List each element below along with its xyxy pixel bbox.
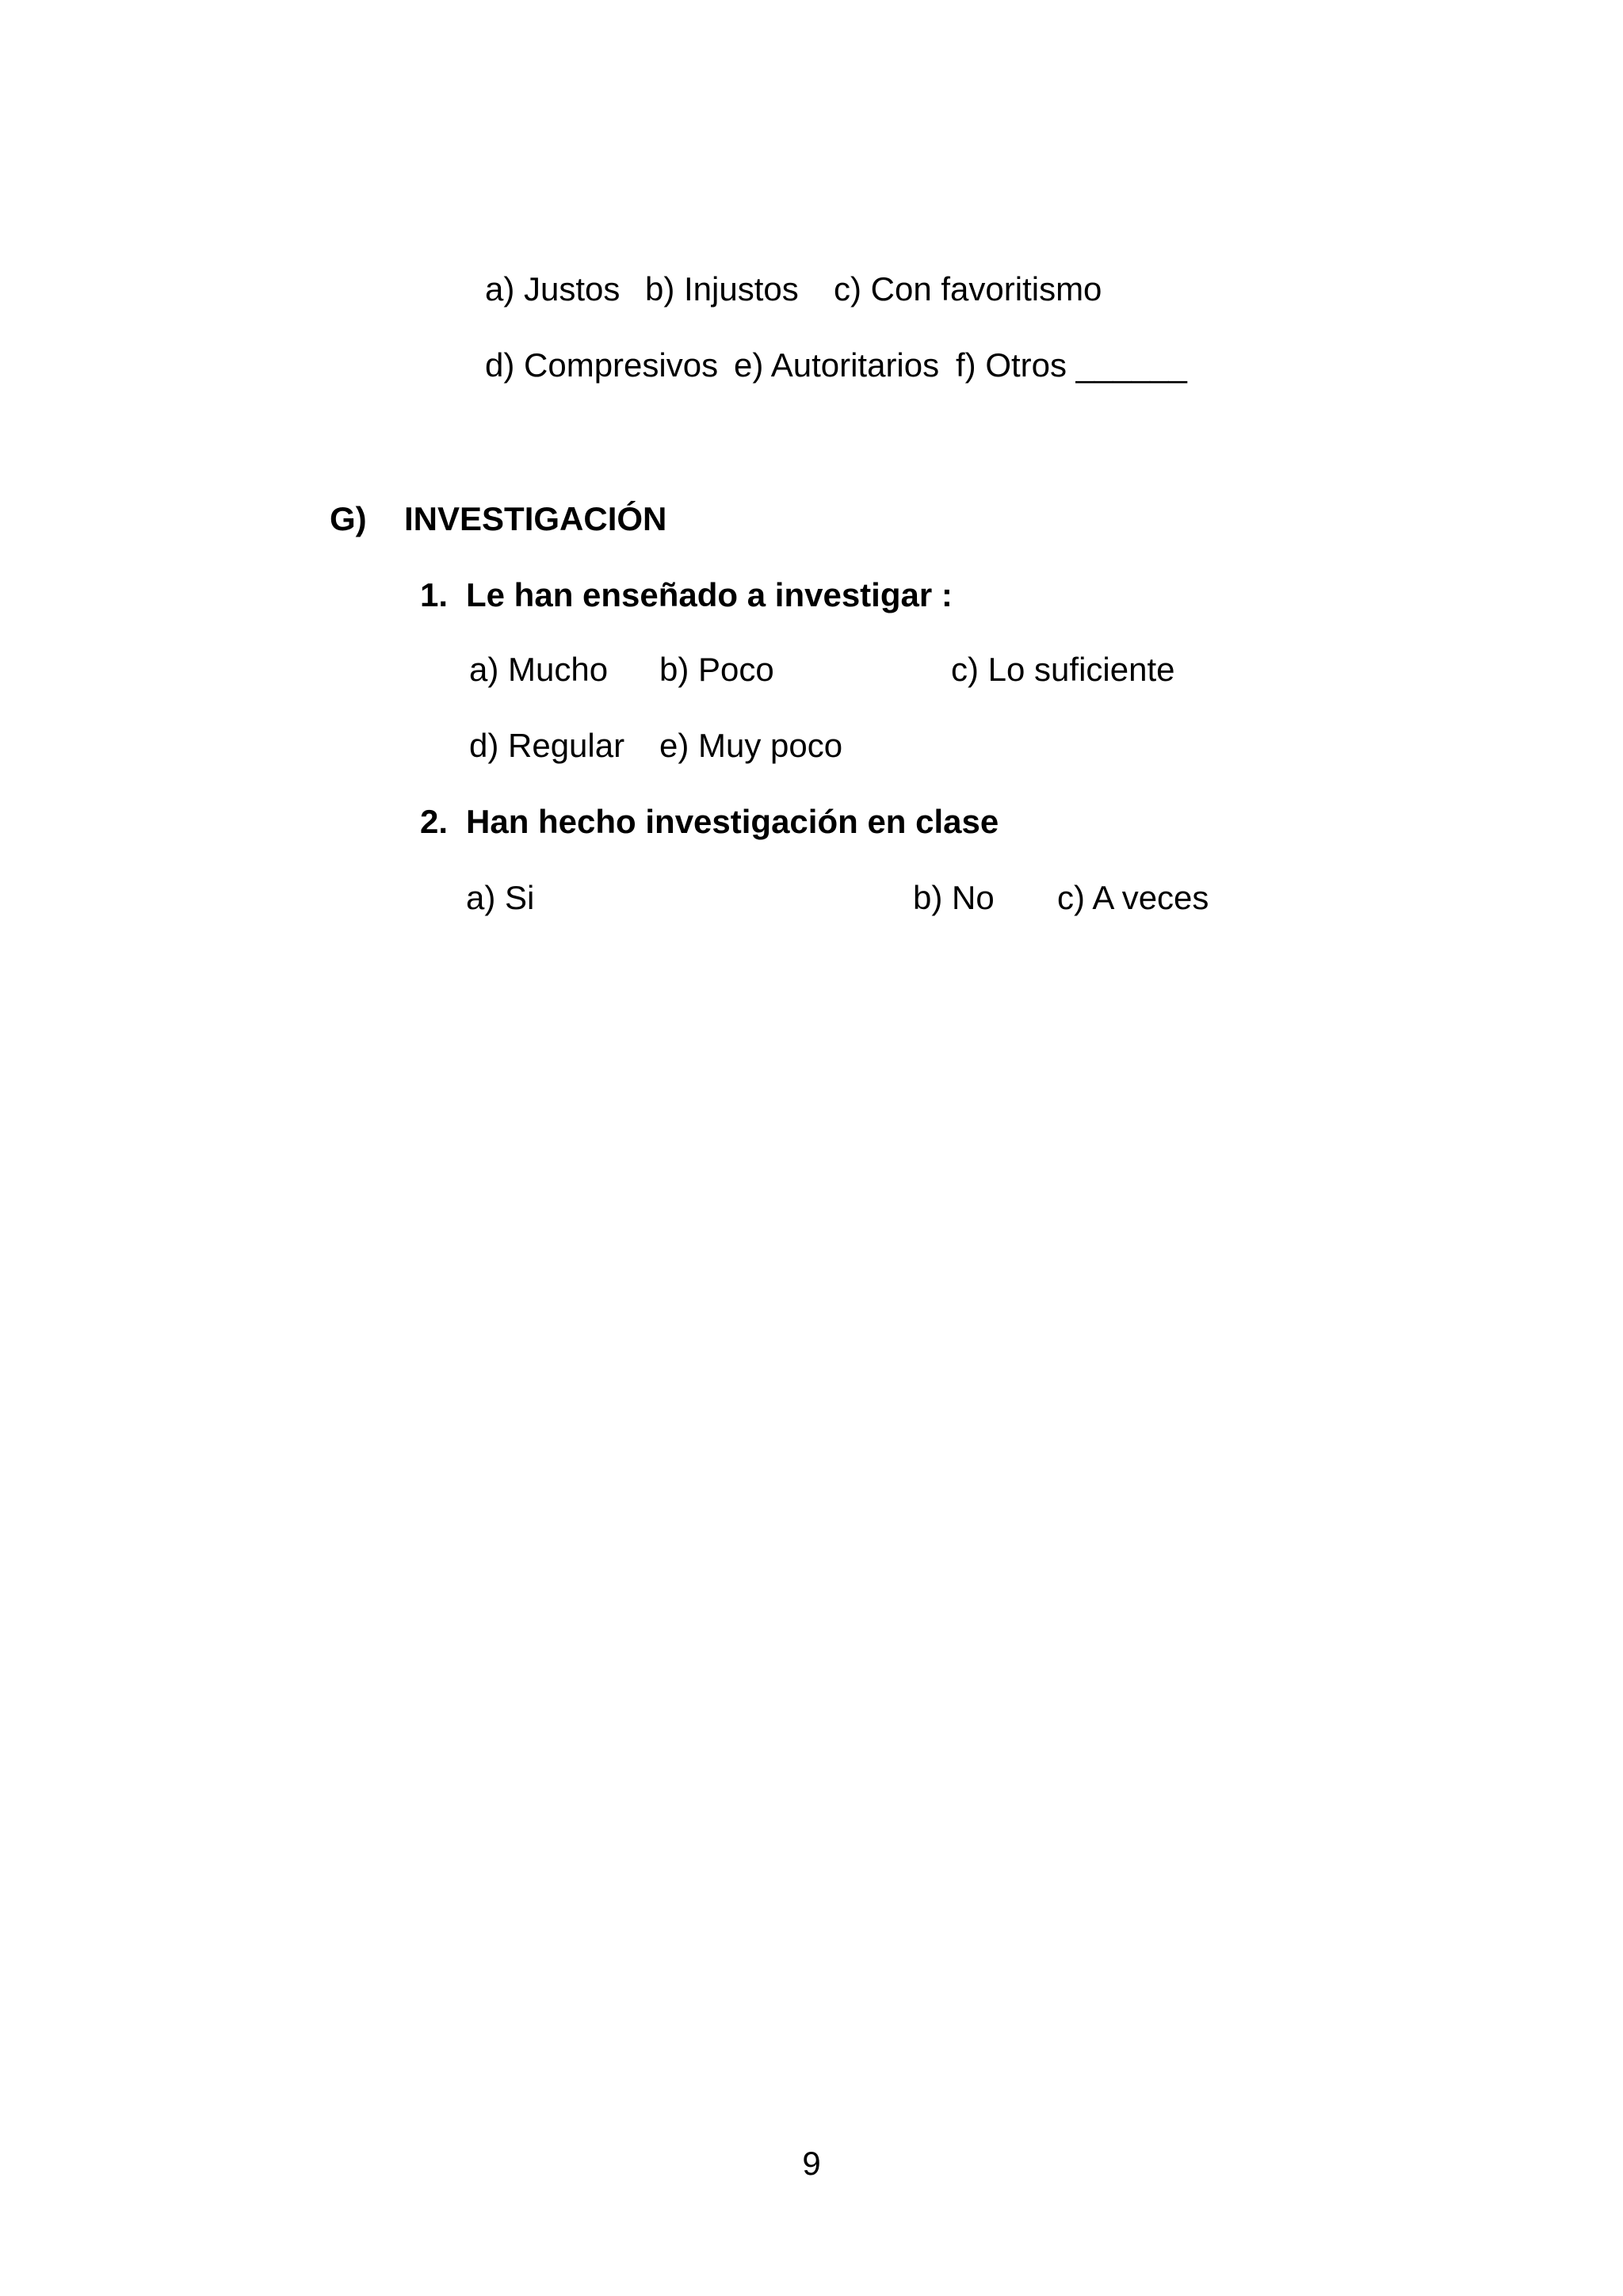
option-justos: a) Justos bbox=[485, 270, 621, 308]
page-number: 9 bbox=[802, 2145, 821, 2182]
option-mucho: a) Mucho bbox=[469, 651, 609, 688]
option-autoritarios: e) Autoritarios bbox=[734, 346, 940, 384]
option-a-veces: c) A veces bbox=[1057, 879, 1209, 916]
question-number: 2. bbox=[420, 803, 449, 840]
option-otros: f) Otros ______ bbox=[956, 346, 1187, 384]
question-number: 1. bbox=[420, 576, 449, 613]
section-letter: G) bbox=[330, 500, 367, 537]
section-title: INVESTIGACIÓN bbox=[404, 500, 667, 537]
option-poco: b) Poco bbox=[659, 651, 774, 688]
option-muy-poco: e) Muy poco bbox=[659, 727, 843, 764]
question-text: Le han enseñado a investigar : bbox=[466, 576, 953, 613]
option-lo-suficiente: c) Lo suficiente bbox=[951, 651, 1175, 688]
option-regular: d) Regular bbox=[469, 727, 625, 764]
question-text: Han hecho investigación en clase bbox=[466, 803, 999, 840]
option-si: a) Si bbox=[466, 879, 535, 916]
option-con-favoritismo: c) Con favoritismo bbox=[834, 270, 1102, 308]
option-compresivos: d) Compresivos bbox=[485, 346, 719, 384]
option-no: b) No bbox=[913, 879, 995, 916]
option-injustos: b) Injustos bbox=[645, 270, 799, 308]
